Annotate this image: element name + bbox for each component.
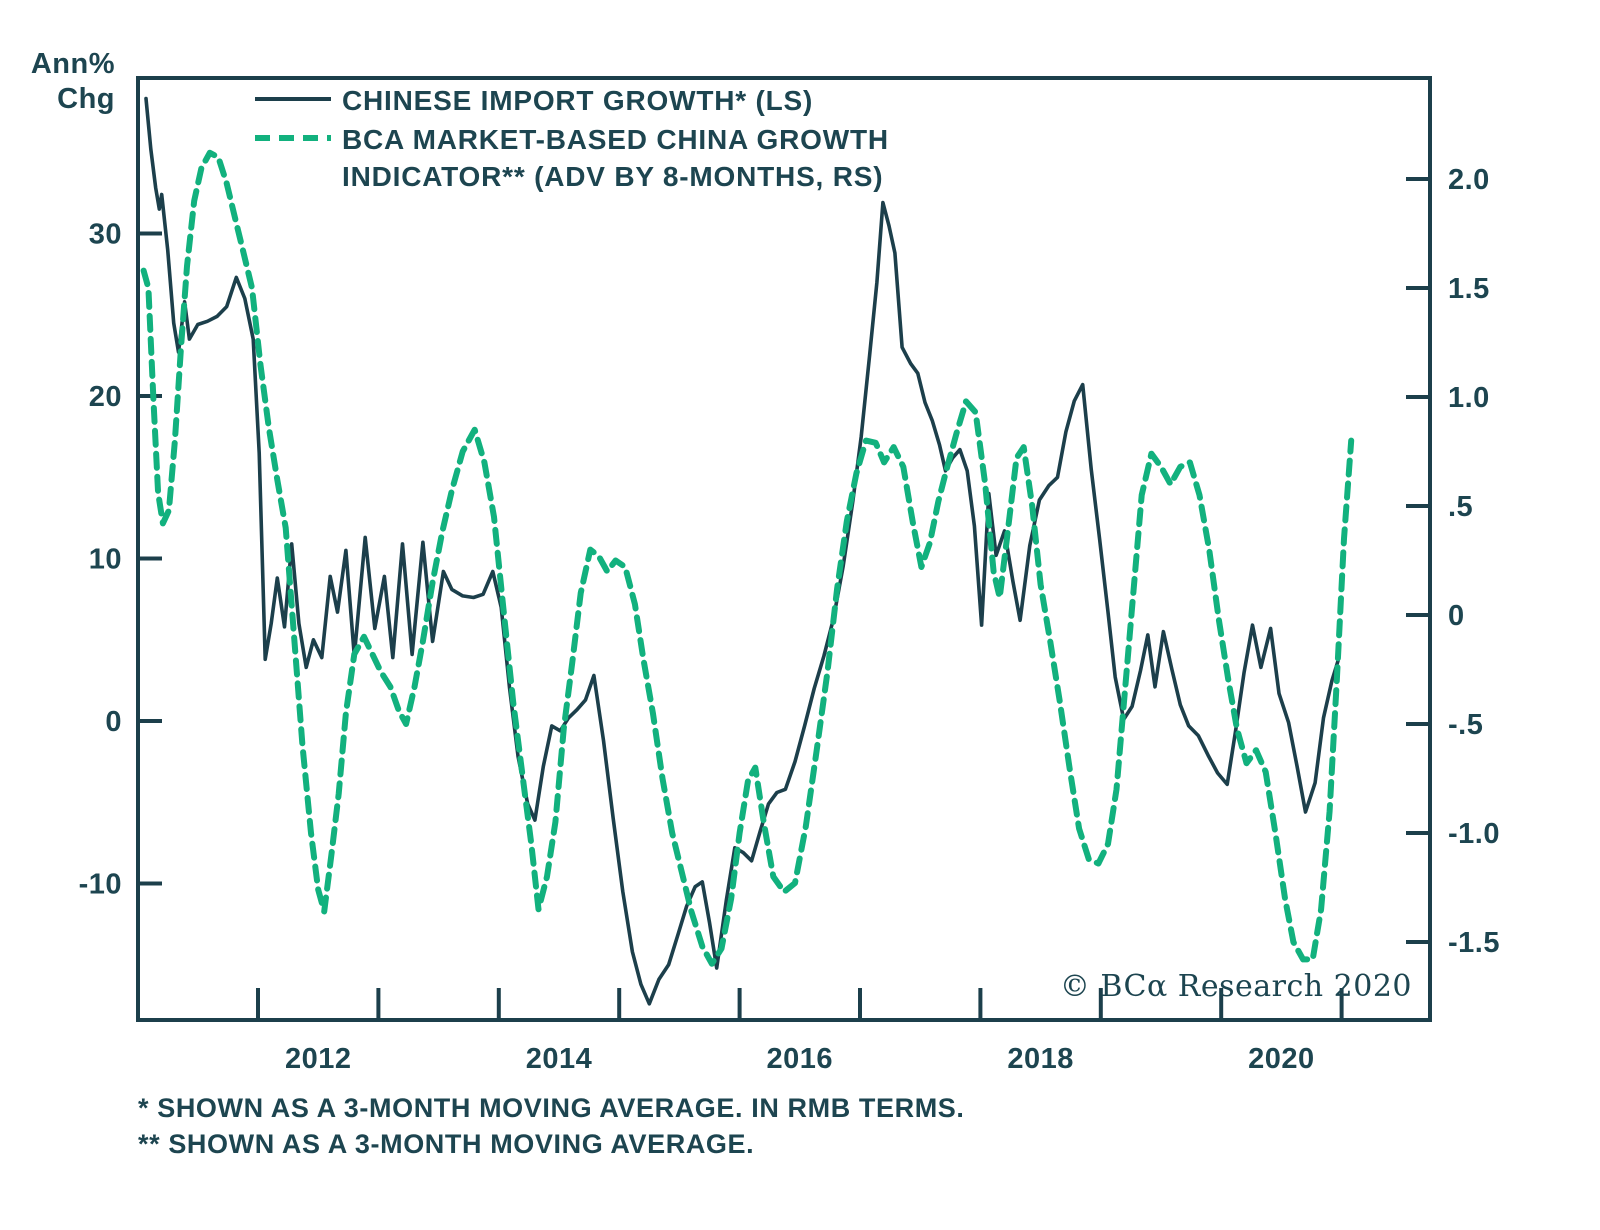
legend-series1-label: CHINESE IMPORT GROWTH* (LS) [342,85,814,116]
left-axis-tick-label: -10 [78,868,122,901]
legend-series2-label-line1: BCA MARKET-BASED CHINA GROWTH [342,124,889,155]
x-axis-year-label: 2012 [284,1043,352,1075]
x-axis-year-label: 2020 [1248,1043,1315,1075]
left-axis-tick-label: 10 [88,543,122,576]
left-axis-tick-label: 30 [88,218,122,251]
copyright-text: © BCα Research 2020 [1059,969,1412,1004]
right-axis-tick-label: 1.5 [1448,273,1490,305]
right-axis-tick-label: .5 [1448,491,1474,523]
right-axis-tick-label: -1.0 [1448,818,1500,850]
legend [255,85,889,192]
legend-series2-label-line2: INDICATOR** (ADV BY 8-MONTHS, RS) [342,161,884,192]
right-axis-tick-label: 1.0 [1448,382,1490,414]
series-bca-growth-indicator [144,153,1352,964]
series-chinese-import-growth [146,99,1338,1004]
right-axis-tick-label: 2.0 [1448,164,1490,196]
footnotes [138,1093,965,1159]
right-axis-tick-label: -1.5 [1448,927,1500,959]
plot-frame [138,78,1430,1020]
right-axis-tick-label: -.5 [1448,709,1484,741]
right-axis-tick-label: 0 [1448,600,1465,632]
left-axis-tick-label: 0 [105,706,122,738]
left-axis-tick-label: 20 [88,381,122,413]
left-axis-title-line1: Ann% [30,48,115,80]
footnote-2: ** SHOWN AS A 3-MONTH MOVING AVERAGE. [138,1129,755,1159]
right-axis [1406,164,1500,959]
left-axis-title-line2: Chg [57,83,115,115]
footnote-1: * SHOWN AS A 3-MONTH MOVING AVERAGE. IN RMB TERMS. [138,1093,965,1123]
x-axis-year-label: 2014 [525,1043,593,1075]
x-axis-year-label: 2018 [1007,1043,1074,1075]
x-axis-year-label: 2016 [766,1043,834,1075]
series-group [144,99,1352,1004]
